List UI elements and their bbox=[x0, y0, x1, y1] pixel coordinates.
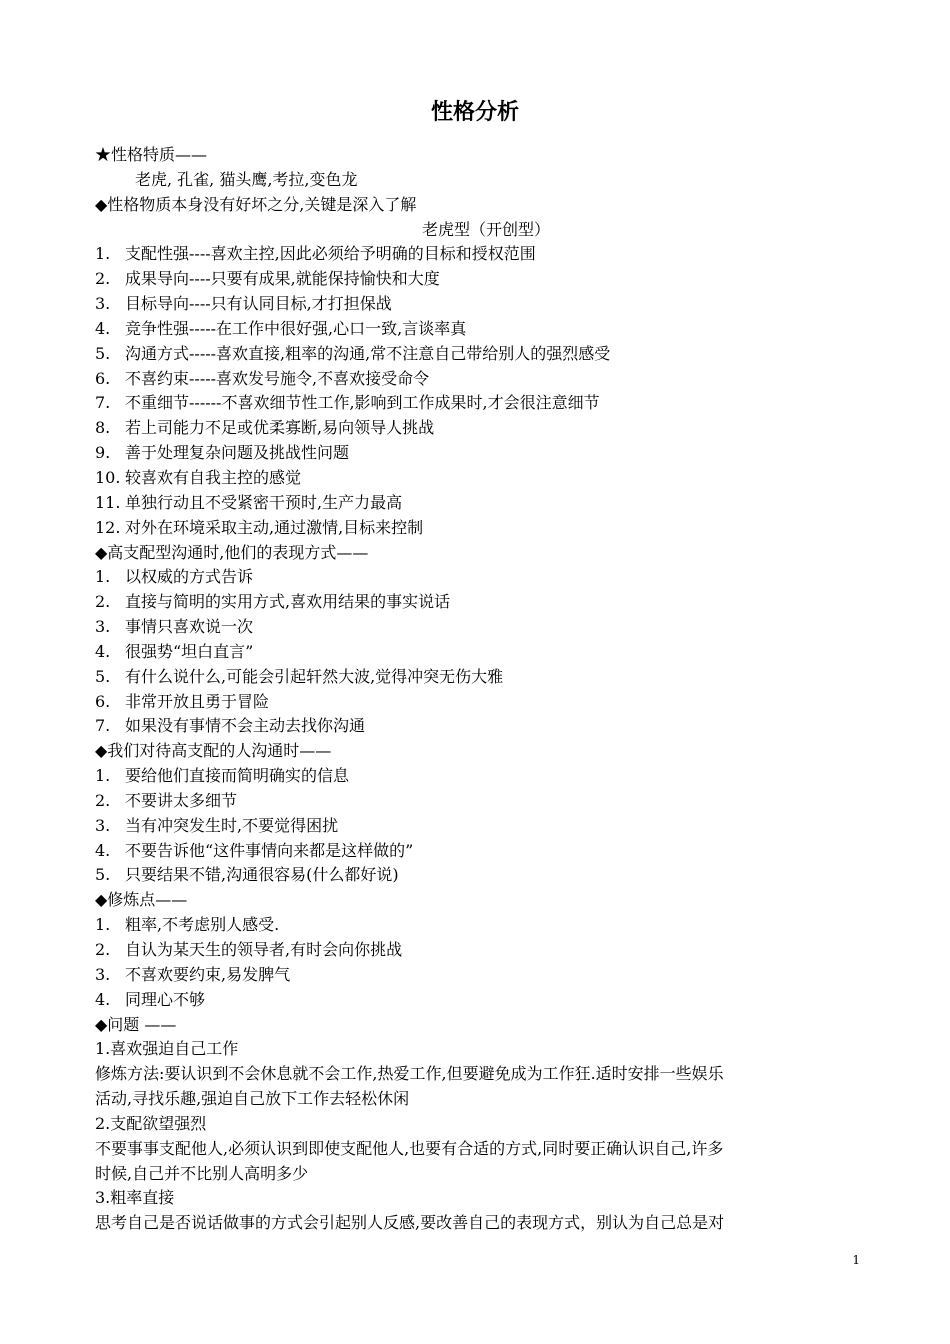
list-item bbox=[95, 988, 857, 1013]
problem-1-text-line: 修炼方法:要认识到不会休息就不会工作,热爱工作,但要避免成为工作狂.适时安排一些娱乐 bbox=[95, 1064, 724, 1084]
list-number: 8. bbox=[95, 418, 111, 438]
list-item bbox=[95, 391, 857, 416]
list-text: 事情只喜欢说一次 bbox=[125, 617, 254, 637]
list-number: 4. bbox=[95, 989, 111, 1009]
list-number: 5. bbox=[95, 865, 111, 885]
list-item bbox=[95, 441, 857, 466]
list-item bbox=[95, 416, 857, 441]
list-item bbox=[95, 590, 857, 615]
list-number: 10. bbox=[95, 467, 121, 487]
approach-list bbox=[95, 764, 857, 888]
list-number: 4. bbox=[95, 840, 111, 860]
list-number: 3. bbox=[95, 964, 111, 984]
principle-line: ◆性格物质本身没有好坏之分,关键是深入了解 bbox=[95, 194, 417, 214]
list-number: 5. bbox=[95, 343, 111, 363]
list-number: 6. bbox=[95, 368, 111, 388]
list-text: 对外在环境采取主动,通过激情,目标来控制 bbox=[125, 517, 424, 537]
list-item bbox=[95, 640, 857, 665]
list-number: 3. bbox=[95, 294, 111, 314]
improve-heading: ◆修炼点—— bbox=[95, 890, 188, 910]
list-item bbox=[95, 764, 857, 789]
list-item bbox=[95, 615, 857, 640]
list-text: 自认为某天生的领导者,有时会向你挑战 bbox=[125, 940, 403, 959]
problem-2-title: 2.支配欲望强烈 bbox=[95, 1113, 207, 1133]
list-text: 成果导向----只要有成果,就能保持愉快和大度 bbox=[125, 269, 440, 289]
list-item bbox=[95, 665, 857, 690]
list-text: 只要结果不错,沟通很容易(什么都好说) bbox=[125, 865, 399, 885]
list-number: 6. bbox=[95, 691, 111, 711]
list-number: 1. bbox=[95, 915, 111, 935]
list-item bbox=[95, 267, 857, 292]
list-item bbox=[95, 938, 857, 963]
behavior-list bbox=[95, 565, 857, 739]
list-text: 单独行动且不受紧密干预时,生产力最高 bbox=[125, 492, 403, 512]
list-text: 同理心不够 bbox=[125, 989, 206, 1009]
list-text: 当有冲突发生时,不要觉得困扰 bbox=[125, 815, 339, 835]
tiger-traits-list bbox=[95, 242, 857, 540]
problem-1-text-line: 活动,寻找乐趣,强迫自己放下工作去轻松休闲 bbox=[95, 1089, 410, 1109]
list-text: 不重细节------不喜欢细节性工作,影响到工作成果时,才会很注意细节 bbox=[125, 393, 600, 413]
page-title: 性格分析 bbox=[430, 100, 519, 125]
list-item bbox=[95, 242, 857, 267]
list-number: 4. bbox=[95, 318, 111, 338]
list-number: 2. bbox=[95, 940, 111, 959]
list-number: 3. bbox=[95, 815, 111, 835]
list-item bbox=[95, 565, 857, 590]
list-text: 不要讲太多细节 bbox=[125, 790, 238, 810]
list-text: 要给他们直接而简明确实的信息 bbox=[125, 766, 350, 786]
traits-heading: ★性格特质—— bbox=[95, 145, 208, 164]
list-number: 2. bbox=[95, 790, 111, 810]
list-number: 2. bbox=[95, 269, 111, 289]
problem-2-text-line: 时候,自己并不比别人高明多少 bbox=[95, 1163, 309, 1183]
list-item bbox=[95, 317, 857, 342]
list-number: 1. bbox=[95, 244, 111, 264]
list-number: 12. bbox=[95, 517, 121, 537]
list-number: 11. bbox=[95, 492, 121, 512]
problem-2-text-line: 不要事事支配他人,必须认识到即使支配他人,也要有合适的方式,同时要正确认识自己,许多 bbox=[95, 1138, 724, 1158]
list-item bbox=[95, 491, 857, 516]
list-text: 不喜欢要约束,易发脾气 bbox=[125, 964, 291, 984]
list-item bbox=[95, 367, 857, 392]
list-item bbox=[95, 814, 857, 839]
list-text: 如果没有事情不会主动去找你沟通 bbox=[125, 716, 366, 736]
document-body bbox=[95, 143, 857, 1236]
page-number: 1 bbox=[852, 1253, 860, 1267]
list-item bbox=[95, 913, 857, 938]
list-number: 2. bbox=[95, 592, 111, 612]
problem-3-title: 3.粗率直接 bbox=[95, 1188, 175, 1208]
problems-heading: ◆问题 —— bbox=[95, 1014, 177, 1034]
list-text: 较喜欢有自我主控的感觉 bbox=[125, 467, 302, 487]
list-item bbox=[95, 839, 857, 864]
tiger-heading: 老虎型（开创型） bbox=[421, 219, 550, 239]
list-text: 直接与简明的实用方式,喜欢用结果的事实说话 bbox=[125, 592, 451, 612]
list-number: 5. bbox=[95, 666, 111, 686]
list-number: 7. bbox=[95, 393, 111, 413]
list-item bbox=[95, 516, 857, 541]
improve-list bbox=[95, 913, 857, 1012]
list-text: 很强势“坦白直言” bbox=[125, 641, 254, 661]
list-text: 若上司能力不足或优柔寡断,易向领导人挑战 bbox=[125, 418, 435, 438]
list-text: 支配性强----喜欢主控,因此必须给予明确的目标和授权范围 bbox=[125, 244, 536, 264]
list-text: 善于处理复杂问题及挑战性问题 bbox=[125, 443, 350, 463]
list-text: 不要告诉他“这件事情向来都是这样做的” bbox=[125, 840, 414, 860]
list-number: 4. bbox=[95, 641, 111, 661]
list-item bbox=[95, 963, 857, 988]
list-text: 粗率,不考虑别人感受. bbox=[125, 915, 280, 935]
list-number: 7. bbox=[95, 716, 111, 736]
traits-list: 老虎, 孔雀, 猫头鹰,考拉,变色龙 bbox=[135, 169, 358, 189]
list-text: 以权威的方式告诉 bbox=[125, 567, 254, 587]
list-text: 竞争性强-----在工作中很好强,心口一致,言谈率真 bbox=[125, 318, 467, 338]
problem-3-text-line: 思考自己是否说话做事的方式会引起别人反感,要改善自己的表现方式，别认为自己总是对 bbox=[95, 1213, 725, 1233]
list-text: 非常开放且勇于冒险 bbox=[125, 691, 270, 711]
list-item bbox=[95, 863, 857, 888]
list-text: 不喜约束-----喜欢发号施令,不喜欢接受命令 bbox=[125, 368, 430, 388]
approach-heading: ◆我们对待高支配的人沟通时—— bbox=[95, 741, 332, 761]
list-item bbox=[95, 466, 857, 491]
list-number: 3. bbox=[95, 617, 111, 637]
list-text: 有什么说什么,可能会引起轩然大波,觉得冲突无伤大雅 bbox=[125, 666, 504, 686]
list-item bbox=[95, 342, 857, 367]
list-item bbox=[95, 690, 857, 715]
list-item bbox=[95, 292, 857, 317]
list-text: 沟通方式-----喜欢直接,粗率的沟通,常不注意自己带给别人的强烈感受 bbox=[125, 343, 611, 363]
list-item bbox=[95, 789, 857, 814]
problem-1-title: 1.喜欢强迫自己工作 bbox=[95, 1039, 239, 1059]
list-text: 目标导向----只有认同目标,才打担保战 bbox=[125, 294, 392, 314]
list-number: 1. bbox=[95, 766, 111, 786]
list-item bbox=[95, 714, 857, 739]
behavior-heading: ◆高支配型沟通时,他们的表现方式—— bbox=[95, 542, 369, 562]
list-number: 1. bbox=[95, 567, 111, 587]
list-number: 9. bbox=[95, 443, 111, 463]
